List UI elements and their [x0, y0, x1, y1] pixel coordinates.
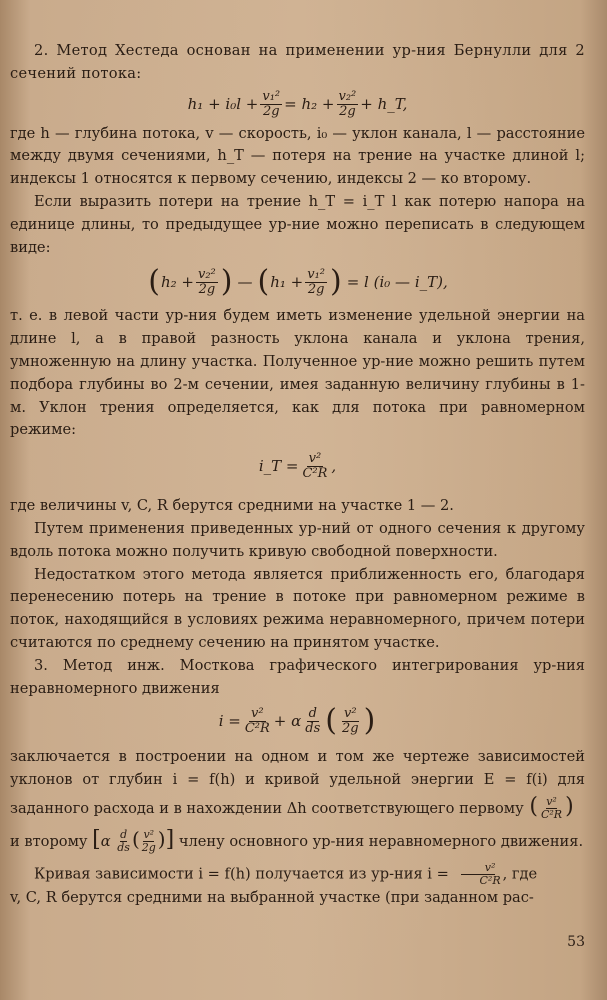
page-number: 53: [567, 934, 585, 951]
paragraph-curve-dependency: Кривая зависимости i = f(h) получается из ур-ния i = $\frac{\text{v²}}{\text{C²R}}$ , где: [34, 861, 538, 888]
paragraph-friction-loss: Если выразить потери на трение h_T = i_T l как потерю напора на единице длины, то предыдущее ур-ние можно переписать в следующем виде:: [10, 192, 585, 256]
paragraph-method-mostkov: 3. Метод инж. Мосткова графического интегрирования ур-ния неравномерного движения: [10, 656, 585, 697]
paragraph-surface-curve: Путем применения приведенных ур-ний от одного сечения к другому вдоль потока можно получить кривую свободной поверхности.: [10, 519, 585, 560]
equation-friction-slope: i_T = $\frac{\text{v²}}{\text{C²R}}$ ,: [258, 451, 337, 482]
fraction-v1: $\frac{\text{v₁²}}{2g}$: [262, 88, 281, 119]
equation-nonuniform-motion: i = $\frac{\text{v²}}{\text{C²R}}$ + α $\frac{d}{ds}$ ( $\frac{\text{v²}}{2g}$ ): [218, 703, 376, 739]
paragraph-construction: заключается в построении на одном и том же чертеже зависимостей уклонов от глубин i = f(h) и кривой удельной энергии E = f(i) для заданного расхода и в нахождении Δh соответствующего первому ( $\frac{\text{v²}}{\text{C²R}}$ ): [10, 748, 585, 822]
equation-bernoulli: h₁ + i₀l + $\frac{\text{v₁²}}{2g}$ = h₂ + $\frac{\text{v₂²}}{2g}$ + h_T,: [187, 88, 408, 119]
paragraph-interpretation: т. е. в левой части ур-ния будем иметь изменение удельной энергии на длине l, а в правой разность уклона канала и уклона трения, умноженную на длину участка. Полученное ур-ние можно решить путем подбора глубины во 2-м сечении, имея заданную величину глубины в 1-м. Уклон трения определяется, как для потока при равномерном режиме:: [10, 307, 585, 439]
paragraph-second-term: и второму [α $\frac{d}{ds}$ ( $\frac{\text{v²}}{2g}$ )] члену основного ур-ния неравномерного движения.: [10, 826, 584, 855]
equation-energy-difference: ( h₂ + $\frac{\text{v₂²}}{2g}$ ) — ( h₁ + $\frac{\text{v₁²}}{2g}$ ) = l (i₀ — i_T),: [148, 264, 448, 300]
paragraph-averages: где величины v, C, R берутся средними на участке 1 — 2.: [10, 497, 454, 515]
paragraph-method-hested: 2. Метод Хестеда основан на применении ур-ния Бернулли для 2 сечений потока:: [10, 42, 585, 82]
paragraph-definitions: где h — глубина потока, v — скорость, i₀ — уклон канала, l — расстояние между двумя сечениями, h_T — потеря на трение на участке длиной l; индексы 1 относятся к первому сечению, индексы 2 — ко второму.: [10, 124, 585, 188]
fraction-v2: $\frac{\text{v₂²}}{2g}$: [338, 88, 357, 119]
paragraph-drawback: Недостатком этого метода является приближенность его, благодаря перенесению потерь на трение в потоке при равномерном режиме в поток, находящийся в условиях режима неравномерного, причем потери считаются по среднему сечению на принятом участке.: [10, 565, 585, 651]
paragraph-last-line: v, C, R берутся средними на выбранной участке (при заданном рас-: [10, 889, 534, 907]
